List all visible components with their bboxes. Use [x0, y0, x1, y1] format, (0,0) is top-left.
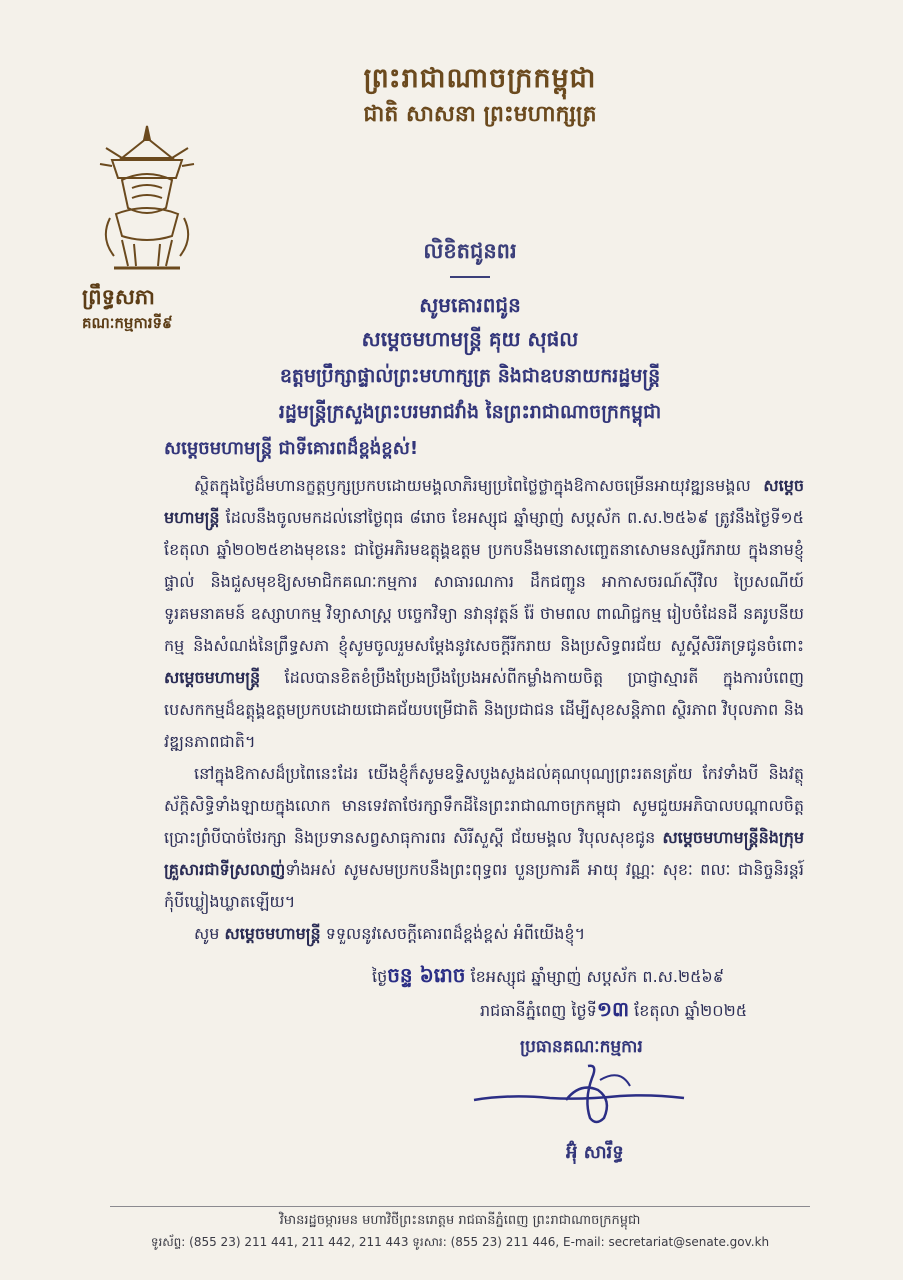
solar-date-handwritten: ១៣ [596, 997, 630, 1021]
paragraph-1-text-c: ដែលបានខិតខំប្រឹងប្រែងប្រឹងប្រែងអស់ពីកម្លាំងកាយចិត្ត ប្រាជ្ញាស្មារតី ក្នុងការបំពេញបេសកកម្មដ៏ឧត្តុង្គឧត្តមប្រកបដោយជោគជ័យបម្រើជាតិ និងប្រជាជន ដើម្បីសុខសន្តិភាព ស្ថិរភាព វិបុលភាព និងវឌ្ឍនភាពជាតិ។ [164, 668, 804, 751]
paragraph-1-text-b: ដែលនឹងចូលមកដល់នៅថ្ងៃពុធ ៨រោច ខែអស្សុជ ឆ្នាំម្សាញ់ សប្តស័ក ព.ស.២៥៦៩ ត្រូវនឹងថ្ងៃទី១៥ ខែតុលា ឆ្នាំ២០២៥ខាងមុខនេះ ជាថ្ងៃអភិរមឧត្តុង្គឧត្តម ប្រកបនឹងមនោសញ្ចេតនាសោមនស្សរីករាយ ក្នុងនាមខ្ញុំផ្ទាល់ និងជួសមុខឱ្យសមាជិកគណៈកម្មការ សាធារណការ ដឹកជញ្ជូន អាកាសចរណ៍ស៊ីវិល ប្រៃសណីយ៍ ទូរគមនាគមន៍ ឧស្សាហកម្ម វិទ្យាសាស្ត្រ បច្ចេកវិទ្យា នវានុវត្តន៍ រ៉ែ ថាមពល ពាណិជ្ជកម្ម រៀបចំដែនដី នគរូបនីយកម្ម និងសំណង់នៃព្រឹទ្ធសភា ខ្ញុំសូមចូលរួមសម្តែងនូវសេចក្តីរីករាយ និងប្រសិទ្ធពរជ័យ សួស្តីសិរីភទ្រជូនចំពោះ [164, 508, 804, 655]
footer-divider [110, 1206, 810, 1207]
lunar-date [372, 962, 832, 992]
solar-date-suffix: ខែតុលា ឆ្នាំ២០២៥ [629, 1001, 748, 1020]
paragraph-3 [164, 918, 804, 950]
title-divider [450, 276, 490, 278]
recipient-line-3: ឧត្តមប្រឹក្សាផ្ទាល់ព្រះមហាក្សត្រ និងជាឧបនាយករដ្ឋមន្ត្រី [279, 365, 661, 387]
paragraph-2 [164, 758, 804, 918]
lunar-date-suffix: ខែអស្សុជ ឆ្នាំម្សាញ់ សប្តស័ក ព.ស.២៥៦៩ [465, 967, 725, 986]
recipient-line-2: សម្តេចមហាមន្ត្រី គុយ សុផល [361, 327, 579, 351]
paragraph-2-emphasis: សម្តេចមហាមន្ត្រីនិងក្រុមគ្រួសារជាទីស្រលាញ់ [164, 828, 804, 879]
footer-address: វិមានរដ្ឋចម្ការមន មហាវិថីព្រះនរោត្តម រាជធានីភ្នំពេញ ព្រះរាជាណាចក្រកម្ពុជា [279, 1213, 641, 1228]
letter-body [164, 470, 804, 950]
paragraph-1-emphasis-b: សម្តេចមហាមន្ត្រី [164, 668, 261, 687]
commission-name: គណៈកម្មការទី៩ [82, 314, 173, 332]
recipient-line-1: សូមគោរពជូន [419, 293, 521, 317]
paragraph-1-text-a: ស្ថិតក្នុងថ្ងៃដ៏មហានក្ខត្តឫក្សប្រកបដោយមង្គលាភិរម្យប្រពៃថ្លៃថ្លាក្នុងឱកាសចម្រើនអាយុវឌ្ឍនមង្គល [194, 476, 764, 495]
solar-date-prefix: រាជធានីភ្នំពេញ ថ្ងៃទី [480, 1001, 597, 1020]
paragraph-2-text-a: នៅក្នុងឱកាសដ៏ប្រពៃនេះដែរ យើងខ្ញុំក៏សូមឧទ្ទិសបួងសួងដល់គុណបុណ្យព្រះរតនត្រ័យ កែវទាំងបី និងវត្ថុស័ក្តិសិទ្ធិទាំងឡាយក្នុងលោក មានទេវតាថែរក្សាទឹកដីនៃព្រះរាជាណាចក្រកម្ពុជា សូមជួយអភិបាលបណ្ដាលចិត្តប្រោះព្រំបីបាច់ថែរក្សា និងប្រទានសព្វសាធុការពរ សិរីសួស្តី ជ័យមង្គល វិបុលសុខជូន [164, 764, 804, 847]
solar-date [480, 996, 820, 1026]
paragraph-1-emphasis-a: សម្តេចមហាមន្ត្រី [164, 476, 804, 527]
signatory-title: ប្រធានគណៈកម្មការ [520, 1037, 643, 1057]
kingdom-heading: ព្រះរាជាណាចក្រកម្ពុជា [363, 63, 597, 94]
national-motto: ជាតិ សាសនា ព្រះមហាក្សត្រ [363, 101, 597, 127]
paragraph-3-text-b: ទទួលនូវសេចក្តីគោរពដ៏ខ្ពង់ខ្ពស់ អំពីយើងខ្ញុំ។ [320, 924, 586, 943]
senate-name: ព្រឹទ្ធសភា [82, 285, 155, 309]
paragraph-3-emphasis: សម្តេចមហាមន្ត្រី [224, 924, 321, 943]
paragraph-1 [164, 470, 804, 758]
lunar-date-handwritten: ចន្ទ ៦រោច [387, 963, 466, 987]
paragraph-3-text-a: សូម [194, 924, 225, 943]
footer-contact: ទូរស័ព្ទ: (855 23) 211 441, 211 442, 211 443 ទូរសារ: (855 23) 211 446, E-mail: secretariat@senate.gov.kh [150, 1235, 770, 1249]
letter-title: លិខិតជូនពរ [423, 239, 517, 263]
recipient-line-4: រដ្ឋមន្ត្រីក្រសួងព្រះបរមរាជវាំង នៃព្រះរាជាណាចក្រកម្ពុជា [278, 401, 662, 423]
handwritten-signature-icon [470, 1060, 690, 1130]
signatory-name: អ៊ុំ សារឹទ្ធ [566, 1142, 624, 1163]
salutation: សម្តេចមហាមន្ត្រី ជាទីគោរពដ៏ខ្ពង់ខ្ពស់! [164, 438, 419, 459]
paragraph-2-text-b: ទាំងអស់ សូមសមប្រកបនឹងព្រះពុទ្ធពរ បួនប្រការគឺ អាយុ វណ្ណៈ សុខៈ ពលៈ ជានិច្ចនិរន្តរ៍កុំបីឃ្លៀងឃ្លាតឡើយ។ [164, 860, 804, 911]
senate-emblem-icon [92, 118, 202, 278]
lunar-date-prefix: ថ្ងៃ [372, 967, 388, 986]
